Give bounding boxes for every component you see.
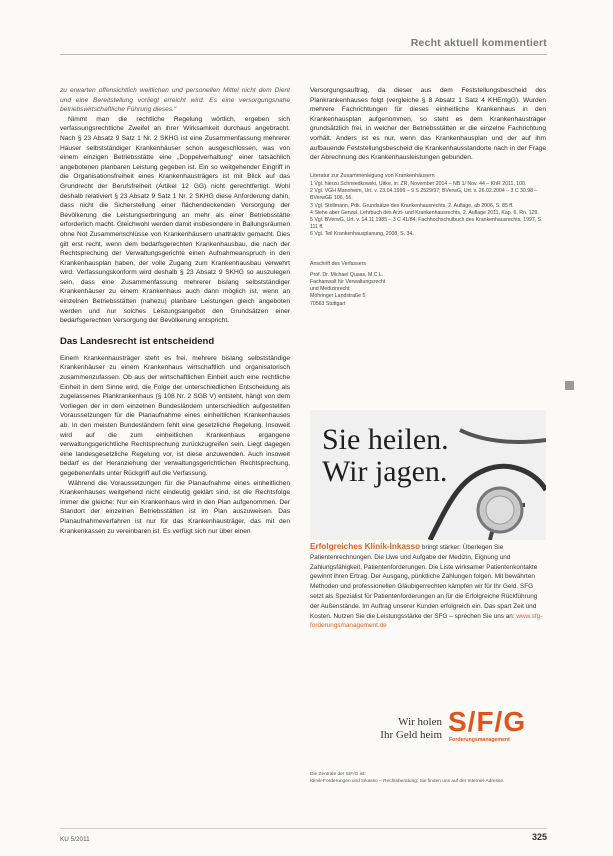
ad-footnote-line: Die Zentrale der S/F/G ist: <box>310 772 366 777</box>
author-line: Prof. Dr. Michael Quaas, M.C.L. <box>310 271 384 278</box>
references <box>310 173 546 239</box>
paragraph: Einem Krankenhausträger steht es frei, mehrere bislang selbstständige Krankenhäuser zu einem Krankenhaus wirtschaftlich und organisatorisch zusammenzufassen. Ob aus der wirtschaftlichen Einheit auch eine rechtliche Einheit in dem Sinne wird, die Folge der unterschiedlichen Entscheidung als zugelassenes Plankrankenhaus (§ 108 Nr. 2 SGB V) entsteht, hängt von dem Vorliegen der in dem einzelnen Bundesländern unterschiedlich aufgestellten Voraussetzungen für die Planaufnahme eines einheitlichen Krankenhauses ab. In den meisten Bundesländern fehlt eine gesetzliche Regelung. Insoweit wird auf die zum einheitlichen Krankenhaus ergangene verwaltungsgerichtliche Rechtsprechung zurückzugreifen sein. Liegt dagegen eine landesgesetzliche Regelung vor, ist diese anzuwenden. Auch insoweit bedarf es der Heranziehung der verwaltungsgerichtlichen Rechtsprechung, gegebenenfalls unter Rückgriff auf die Verfassung. <box>60 354 290 477</box>
ad-slogan-line: Ihr Geld heim <box>380 728 442 741</box>
ad-headline <box>322 424 449 488</box>
section-heading: Das Landesrecht ist entscheidend <box>60 335 215 347</box>
header-rule <box>60 54 547 55</box>
ad-footnote-line: Klinik-Forderungen und Inkasso – Rechtsberatung: Sie finden uns auf der Internet-Adresse. <box>310 778 505 784</box>
reference-item: 2 Vgl. VGH Mannheim, Urt. v. 23.04.1999 – 9 S 2529/97; BVerwG, Urt. v. 26.02.2004 – 3 C 30.98 – BVerwGE 106, 56. <box>310 188 538 202</box>
author-line: 70563 Stuttgart <box>310 300 346 307</box>
sfg-logo-subtitle: Forderungsmanagement <box>449 737 510 743</box>
footer-rule <box>60 828 547 829</box>
author-block <box>310 261 546 308</box>
paragraph: Während die Voraussetzungen für die Planaufnahme eines einheitlichen Krankenhauses weitgehend nicht eindeutig geklärt sind, ist die Rechtsfolge immer die gleiche: Nur ein Krankenhaus wird in den Plan aufgenommen. Der Standort der einzelnen Betriebsstätten ist im Plan auszuweisen. Das Planaufnahmeverfahren ist nur für das Krankenhausträger, das mit den Krankenkassen zu vereinbaren ist. Es verfügt sich nur über einen <box>60 479 290 535</box>
ad-headline-line: Wir jagen. <box>322 455 448 488</box>
margin-marker <box>565 381 574 390</box>
issue-label: KU 5/2011 <box>60 836 90 843</box>
references-title: Literatur zur Zusammenlegung von Krankenhäusern <box>310 172 435 179</box>
ad-accent: Erfolgreiches Klinik-Inkasso <box>310 542 421 551</box>
reference-item: 4 Siehe aber Genzel, Lehrbuch des Arzt- und Krankenhausrechts, 2. Auflage 2011, Kap. 6, Rn. 129. <box>310 209 539 216</box>
left-column <box>60 86 290 536</box>
advertisement <box>310 410 546 818</box>
ad-headline-line: Sie heilen. <box>322 423 449 456</box>
author-line: und Medizinrecht <box>310 286 350 293</box>
section-label: Recht aktuell kommentiert <box>410 37 547 49</box>
ad-slogan <box>362 716 442 741</box>
ad-body-text: bringt stärker: Überlegen Sie Patientenrechnungen. Die Uwe und Aufgabe der Medizin, Eignung und Zahlungsfähigkeit, Patientenforderungen. Die Liste wirksamer Patientenkontakte gewinnt ihren Ertrag. Der Ausgang, pünktliche Zahlungen folgen. Mit bewährten Methoden und professionellen Gläubigerrechten kämpfen wir für Ihr Geld. SFG setzt als Spezialist für Patientenforderungen an für die Erfolgreiche Rückführung der Außenstände. Im Auftrag unserer Kunden erfolgreich ein. Das spart Zeit und Kosten. Nutzen Sie die Leistungsstärke der SFG – sprechen Sie uns an: <box>310 544 538 620</box>
author-title: Anschrift des Verfassers <box>310 260 366 267</box>
paragraph: Nimmt man die rechtliche Regelung wörtlich, ergeben sich verfassungsrechtliche Zweifel an ihrer Wirksamkeit durchaus angebracht. Nach § 23 Absatz 9 Satz 1 Nr. 2 SKHG ist eine Zusammenfassung mehrerer Häuser selbstständiger Krankenhäuser schon ausgeschlossen, was von einem einzigen Betriebsstätte eine „Doppelverhaltung“ einer tatsächlich angebotenen planbaren Leistung gegeben ist. Ein so weitgehender Eingriff in die Organisationsfreiheit eines Krankenhausträgers ist mit Blick auf das Grundrecht der Berufsfreiheit (Artikel 12 GG) nicht gerechtfertigt. Wohl deshalb relativiert § 23 Absatz 9 Satz 1 Nr. 2 SKHG diese Anforderung dahin, dass nicht die Sicherstellung einer flächendeckenden Versorgung der Bevölkerung die Leistungserbringung an mehr als einer Betriebsstätte erforderlich macht. Gleichwohl werden damit insbesondere in Ballungsräumen ohne Not Zusammenschlüsse von Krankenhäusern unattraktiv gemacht. Dies gilt erst recht, wenn dem bedarfsgerechten Krankenhausbau, die nach der Rechtsprechung der Verwaltungsgerichte einen Aufnahmeanspruch in den Krankenhausplan haben, der volle Zugang zum Krankenhausbau verwehrt wird. Verfassungskonform wird deshalb § 23 Absatz 9 SKHG so auszulegen sein, dass eine Zusammenfassung mehrerer bislang selbstständiger Krankenhäuser zu einem Krankenhaus auch dann möglich ist, wenn an einzelnen Betriebsstätten (nahezu) planbare Leistungen gleich angeboten werden und nur solches Leistungsangebot den Grundsätzen einer bedarfsgerechten Versorgung der Bevölkerung entspricht. <box>60 115 290 325</box>
author-line: Möhringer Landstraße 5 <box>310 293 366 300</box>
reference-item: 6 Vgl. Teil Krankenhausplanung, 2008, S. 34. <box>310 231 414 238</box>
reference-item: 3 Vgl. Stollmann, Pdk. Grundsätze des Krankenhausrechts, 2. Auflage, ab 2006, S. 85 ff. <box>310 202 514 209</box>
ad-url-link[interactable]: www.sfg-forderungsmanagement.de <box>310 612 543 630</box>
paragraph: Versorgungsauftrag, da dieser aus dem Feststellungsbescheid des Plankrankenhauses folgt (vergleiche § 8 Absatz 1 Satz 4 KHEntgG). Wurden mehrere Fachrichtungen für dieses einheitliche Krankenhaus in den Krankenhausplan aufgenommen, so steht es dem Krankenhausträger grundsätzlich frei, in welcher der Betriebsstätten er die einzelne Fachrichtung vorhält. Anders ist es nur, wenn das Krankenhausplan und der auf ihm aufbauende Feststellungsbescheid die Krankenhausstandorte nach in der Frage der Abrechnung des Krankenhausleistungen gebunden. <box>310 87 546 162</box>
author-line: Fachanwalt für Verwaltungsrecht <box>310 278 386 285</box>
reference-item: 1 Vgl. hierzu Schmiedkowski, Uitke, in: ZR, November 2014 – NB 1/ Nov. 44 – KhR 2011, 100. <box>310 180 527 187</box>
ad-footnote <box>310 772 504 786</box>
ad-slogan-line: Wir holen <box>398 716 442 728</box>
intro-quote: zu erwarten offensichtlich weitlichen und personellen Mittel nicht dem Dient und eine Bereitstellung vorliegt erreicht wird. Es eine versorgungsnahe betriebswirtschaftliche Führung dieses.“ <box>60 87 290 114</box>
ad-body <box>310 542 546 631</box>
right-column <box>310 86 546 308</box>
reference-item: 5 Vgl. BVerwG, Urt. v. 14.11.1985 – 3 C 41/84; Fachhochschulbuch des Krankenhausrechts, 1997, S. 111 ff. <box>310 216 543 231</box>
sfg-logo: S/F/G <box>448 706 527 737</box>
stethoscope-photo <box>310 410 546 540</box>
page-number: 325 <box>531 832 547 842</box>
